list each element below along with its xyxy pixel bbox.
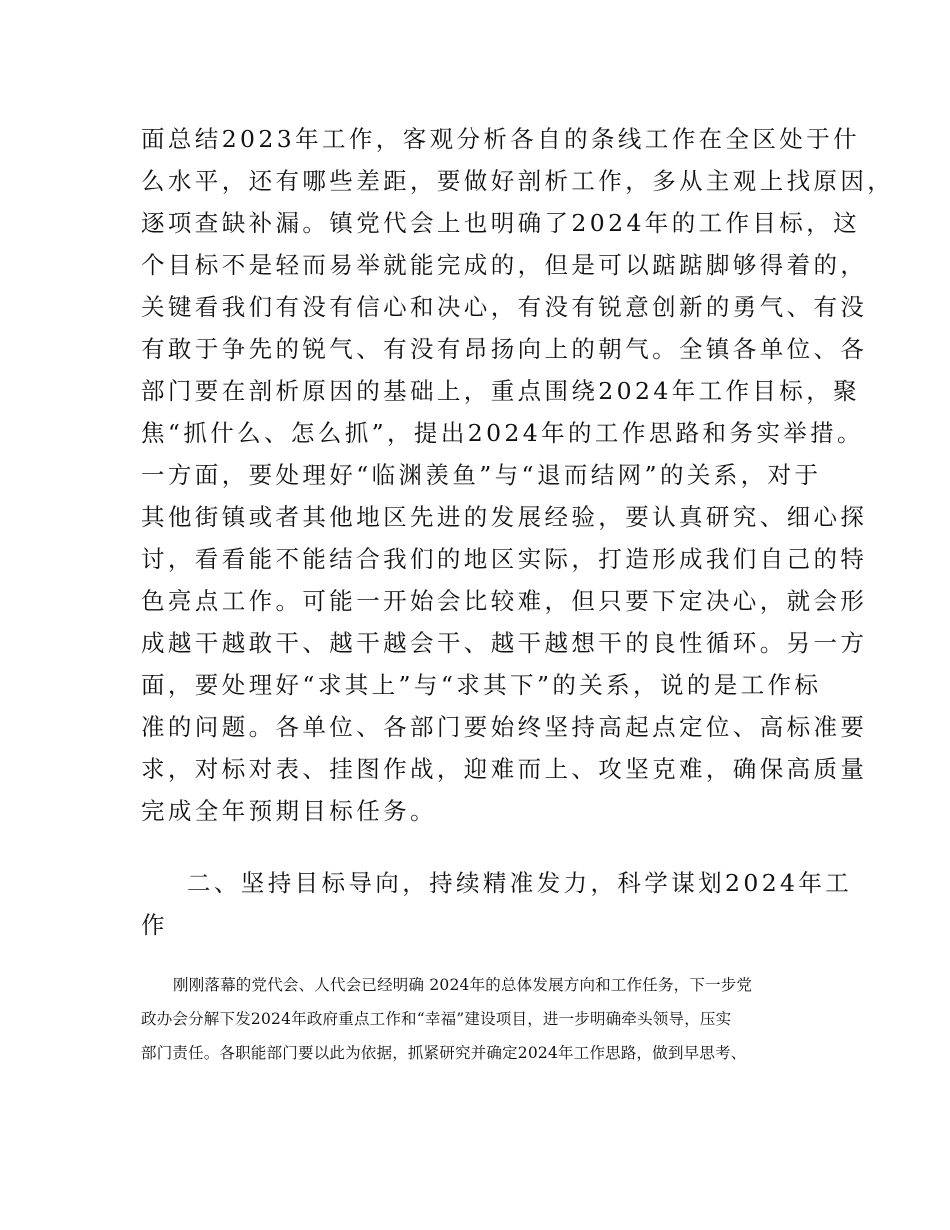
paragraph-line: 讨，看看能不能结合我们的地区实际，打造形成我们自己的特 [141, 545, 868, 573]
paragraph-line: 成越干越敢干、越干越会干、越干越想干的良性循环。另一方 [141, 629, 868, 657]
paragraph-line: 面总结2023年工作，客观分析各自的条线工作在全区处于什 [141, 125, 861, 153]
paragraph-line: 部门责任。各职能部门要以此为依据，抓紧研究并确定2024年工作思路，做到早思考、 [141, 1044, 747, 1062]
paragraph-line: 准的问题。各单位、各部门要始终坚持高起点定位、高标准要 [141, 713, 868, 741]
paragraph-line: 部门要在剖析原因的基础上，重点围绕2024年工作目标，聚 [141, 377, 861, 405]
paragraph-line: 有敢于争先的锐气、有没有昂扬向上的朝气。全镇各单位、各 [141, 335, 868, 363]
paragraph-line: 其他街镇或者其他地区先进的发展经验，要认真研究、细心探 [141, 503, 868, 531]
heading-line: 二、坚持目标导向，持续精准发力，科学谋划2024年工 [187, 869, 853, 897]
paragraph-line: 一方面，要处理好“临渊羡鱼”与“退而结网”的关系，对于 [141, 461, 822, 489]
paragraph-line: 刚刚落幕的党代会、人代会已经明确 2024年的总体发展方向和工作任务，下一步党 [173, 976, 753, 994]
paragraph-line: 政办会分解下发2024年政府重点工作和“幸福”建设项目，进一步明确牵头领导，压实 [141, 1010, 732, 1028]
paragraph-line: 求，对标对表、挂图作战，迎难而上、攻坚克难，确保高质量 [141, 755, 868, 783]
paragraph-line: 个目标不是轻而易举就能完成的，但是可以踮踮脚够得着的， [141, 251, 868, 279]
paragraph-line: 么水平，还有哪些差距，要做好剖析工作，多从主观上找原因， [141, 167, 895, 195]
paragraph-line: 焦“抓什么、怎么抓”，提出2024年的工作思路和务实举措。 [141, 419, 864, 447]
paragraph-line: 逐项查缺补漏。镇党代会上也明确了2024年的工作目标，这 [141, 209, 861, 237]
paragraph-line: 色亮点工作。可能一开始会比较难，但只要下定决心，就会形 [141, 587, 868, 615]
heading-line: 作 [141, 911, 168, 939]
paragraph-line: 完成全年预期目标任务。 [141, 797, 437, 825]
paragraph-line: 关键看我们有没有信心和决心，有没有锐意创新的勇气、有没 [141, 293, 868, 321]
paragraph-line: 面，要处理好“求其上”与“求其下”的关系，说的是工作标 [141, 671, 822, 699]
